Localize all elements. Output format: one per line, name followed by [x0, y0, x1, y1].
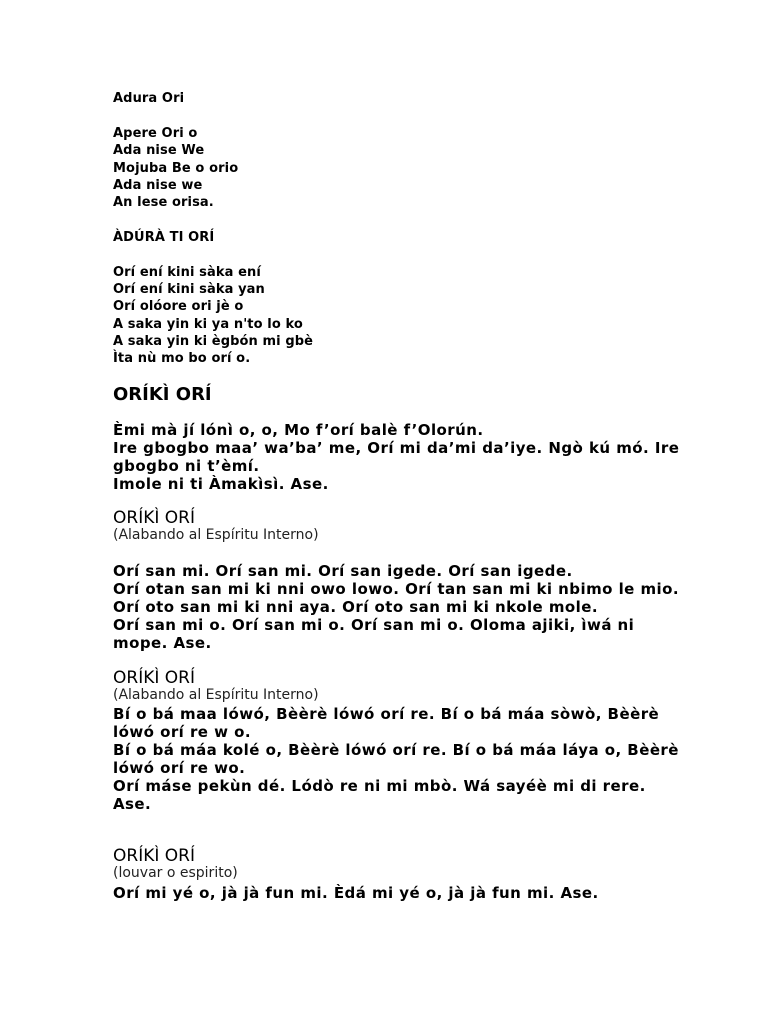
- section2-line: Orí ení kini sàka ení: [113, 265, 261, 280]
- section5-line: lówó orí re wo.: [113, 759, 246, 777]
- section4-heading: ORÍKÌ ORÍ: [113, 508, 195, 528]
- section2-line: Orí olóore ori jè o: [113, 299, 244, 314]
- section6-heading: ORÍKÌ ORÍ: [113, 846, 195, 866]
- section1-title: Adura Ori: [113, 91, 185, 106]
- section1-line: Ada nise We: [113, 143, 205, 158]
- section4-line: Orí san mi. Orí san mi. Orí san igede. Orí san igede.: [113, 562, 573, 580]
- section5-heading: ORÍKÌ ORÍ: [113, 668, 195, 688]
- section1-line: Ada nise we: [113, 178, 203, 193]
- section4-line: mope. Ase.: [113, 634, 212, 652]
- section3-line: gbogbo ni t’èmí.: [113, 457, 260, 475]
- section1-line: An lese orisa.: [113, 195, 214, 210]
- section2-line: Orí ení kini sàka yan: [113, 282, 265, 297]
- section5-line: Ase.: [113, 795, 152, 813]
- section5-line: Bí o bá maa lówó, Bèèrè lówó orí re. Bí o bá máa sòwò, Bèèrè: [113, 705, 660, 723]
- section3-heading: ORÍKÌ ORÍ: [113, 384, 212, 405]
- section5-line: Bí o bá máa kolé o, Bèèrè lówó orí re. Bí o bá máa láya o, Bèèrè: [113, 741, 679, 759]
- section2-line: A saka yin ki ya n'to lo ko: [113, 317, 303, 332]
- section5-line: Orí máse pekùn dé. Lódò re ni mi mbò. Wá sayéè mi di rere.: [113, 777, 646, 795]
- section4-line: Orí otan san mi ki nni owo lowo. Orí tan san mi ki nbimo le mio.: [113, 580, 680, 598]
- section3-line: Ire gbogbo maa’ wa’ba’ me, Orí mi da’mi da’iye. Ngò kú mó. Ire: [113, 439, 680, 457]
- section1-line: Mojuba Be o orio: [113, 161, 239, 176]
- section6-line: Orí mi yé o, jà jà fun mi. Èdá mi yé o, jà jà fun mi. Ase.: [113, 884, 599, 902]
- section2-title: ÀDÚRÀ TI ORÍ: [113, 230, 215, 245]
- section5-line: lówó orí re w o.: [113, 723, 251, 741]
- section2-line: Ìta nù mo bo orí o.: [113, 351, 251, 366]
- section4-subtitle: (Alabando al Espíritu Interno): [113, 527, 319, 543]
- section3-line: Èmi mà jí lónì o, o, Mo f’orí balè f’Olorún.: [113, 421, 484, 439]
- section3-line: Imole ni ti Àmakìsì. Ase.: [113, 475, 329, 493]
- section4-line: Orí oto san mi ki nni aya. Orí oto san mi ki nkole mole.: [113, 598, 599, 616]
- section4-line: Orí san mi o. Orí san mi o. Orí san mi o. Oloma ajiki, ìwá ni: [113, 616, 635, 634]
- section5-subtitle: (Alabando al Espíritu Interno): [113, 687, 319, 703]
- section1-line: Apere Ori o: [113, 126, 198, 141]
- section6-subtitle: (louvar o espirito): [113, 865, 238, 881]
- section2-line: A saka yin ki ègbón mi gbè: [113, 334, 314, 349]
